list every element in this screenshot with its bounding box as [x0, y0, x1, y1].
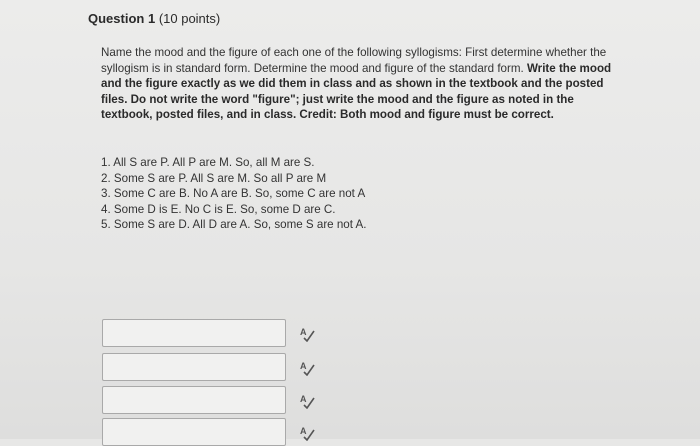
syllogism-item: 4. Some D is E. No C is E. So, some D are C.: [101, 202, 336, 216]
svg-text:A: A: [300, 361, 307, 371]
syllogism-item: 1. All S are P. All P are M. So, all M are S.: [101, 156, 315, 169]
answer-row-2: [102, 353, 307, 381]
svg-text:A: A: [300, 394, 307, 404]
question-title: Question 1: [88, 11, 156, 26]
spellcheck-icon[interactable]: [299, 393, 317, 409]
question-prompt: [101, 45, 621, 123]
syllogism-list: [101, 155, 367, 233]
question-points: (10 points): [158, 11, 221, 26]
answer-row-4: [102, 418, 307, 446]
syllogism-item: 3. Some C are B. No A are B. So, some C are not A: [101, 187, 366, 201]
spellcheck-icon[interactable]: [299, 326, 317, 342]
answer-row-3: [102, 386, 307, 414]
syllogism-item: 2. Some S are P. All S are M. So all P are M: [101, 171, 327, 185]
answer-input-4[interactable]: [102, 418, 286, 446]
svg-text:A: A: [300, 327, 307, 337]
svg-text:A: A: [300, 426, 307, 436]
answer-input-2[interactable]: [102, 353, 286, 381]
question-header: [88, 11, 220, 26]
answer-input-3[interactable]: [102, 386, 286, 414]
spellcheck-icon[interactable]: [299, 360, 317, 376]
answer-input-1[interactable]: [102, 319, 286, 347]
prompt-bold-instructions: Write the mood and the figure exactly as we did them in class and as shown in the textbook and the posted files. Do not write the word "figure"; just write the mood and the figure as noted in the textbook, posted files, and in class. Credit: Both mood and figure must be correct.: [101, 61, 612, 122]
prompt-instructions: Name the mood and the figure of each one of the following syllogisms: First determine whether the syllogism is in standard form. Determine the mood and figure of the standard form.: [101, 46, 607, 75]
syllogism-item: 5. Some S are D. All D are A. So, some S are not A.: [101, 218, 367, 232]
answer-row-1: [102, 319, 307, 347]
